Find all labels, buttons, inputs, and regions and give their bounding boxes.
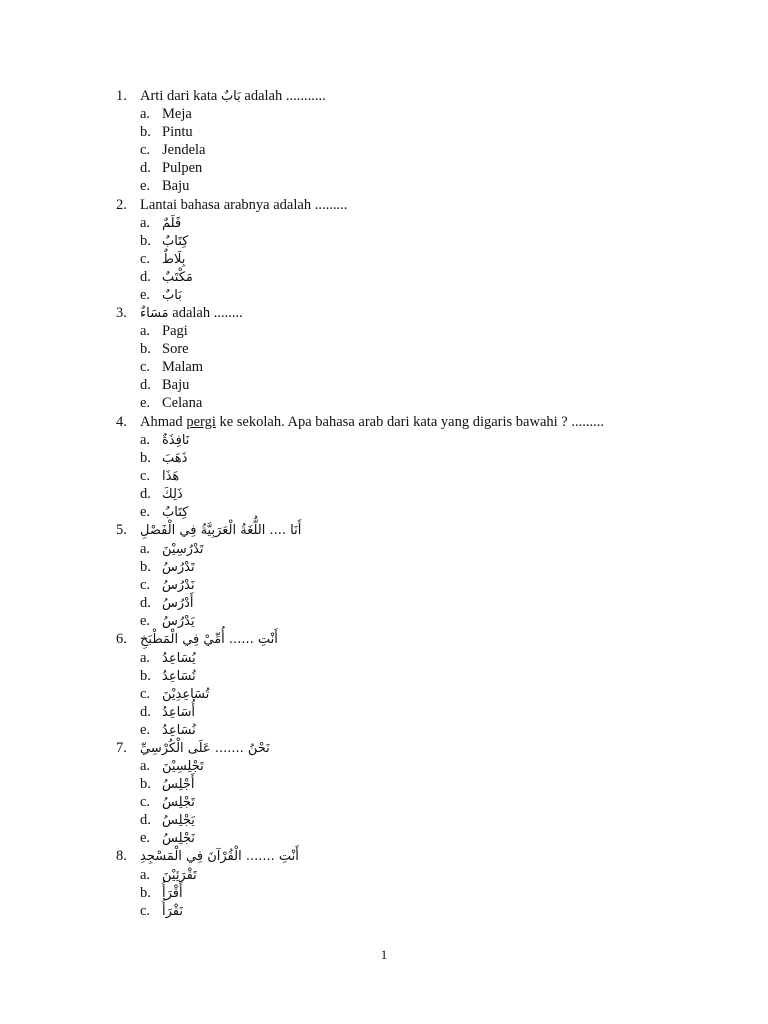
- option-letter: c.: [140, 251, 151, 267]
- option-text: يُسَاعِدُ: [162, 651, 196, 666]
- question-text: ke sekolah. Apa bahasa arab dari kata yang digaris bawahi ? .........: [215, 414, 604, 430]
- option-text: Baju: [162, 377, 190, 393]
- option-letter: a.: [140, 650, 151, 666]
- option-letter: d.: [140, 704, 151, 720]
- option-text: نُسَاعِدُ: [162, 723, 196, 738]
- option-7a: [140, 757, 204, 775]
- option-letter: e.: [140, 722, 151, 738]
- option-text: أُسَاعِدُ: [162, 705, 196, 720]
- option-text: كِتَابٌ: [162, 234, 189, 249]
- option-6c: [140, 685, 209, 703]
- option-letter: a.: [140, 432, 151, 448]
- option-text: تَجْلِسِيْنَ: [162, 759, 204, 774]
- arabic-word: مَسَاءٌ: [140, 306, 169, 321]
- option-text: أَجْلِسُ: [162, 777, 195, 792]
- option-3a: [140, 322, 188, 340]
- option-text: أَدْرُسُ: [162, 596, 194, 611]
- option-7c: [140, 793, 195, 811]
- option-text: ذَلِكَ: [162, 487, 183, 502]
- option-2e: [140, 286, 182, 304]
- option-letter: c.: [140, 359, 151, 375]
- option-letter: a.: [140, 867, 151, 883]
- option-text: تُسَاعِدِيْنَ: [162, 687, 210, 702]
- option-text: Pagi: [162, 323, 188, 339]
- option-text: نَافِذَةٌ: [162, 433, 190, 448]
- option-2c: [140, 250, 185, 268]
- option-letter: e.: [140, 830, 151, 846]
- option-text: يَجْلِسُ: [162, 813, 195, 828]
- option-3b: [140, 340, 189, 358]
- option-letter: c.: [140, 686, 151, 702]
- question-text: أَنْتِ ....... الْقُرْآنَ فِي الْمَسْجِدِ: [140, 849, 299, 864]
- question-number: 4.: [116, 414, 127, 430]
- option-5e: [140, 612, 195, 630]
- option-letter: a.: [140, 106, 151, 122]
- option-text: Baju: [162, 178, 190, 194]
- option-5a: [140, 540, 203, 558]
- option-6b: [140, 667, 196, 685]
- option-8a: [140, 866, 197, 884]
- underlined-word: pergi: [186, 414, 216, 430]
- option-letter: a.: [140, 758, 151, 774]
- option-1c: [140, 141, 205, 159]
- question-text: adalah ...........: [240, 88, 326, 104]
- question-8: [116, 847, 299, 865]
- option-4a: [140, 431, 189, 449]
- option-4c: [140, 467, 179, 485]
- option-letter: b.: [140, 559, 151, 575]
- option-5b: [140, 558, 195, 576]
- option-text: تُسَاعِدُ: [162, 669, 196, 684]
- option-text: بِلَاطٌ: [162, 252, 186, 267]
- page-number: 1: [380, 947, 388, 962]
- question-number: 7.: [116, 740, 127, 756]
- option-letter: c.: [140, 903, 151, 919]
- option-text: يَدْرُسُ: [162, 614, 195, 629]
- option-letter: d.: [140, 160, 151, 176]
- option-letter: b.: [140, 233, 151, 249]
- option-text: كِتَابٌ: [162, 505, 189, 520]
- option-text: Pintu: [162, 124, 193, 140]
- option-text: نَقْرَأُ: [162, 904, 183, 919]
- question-text: أَنَا .... اللُّغَةُ الْعَرَبِيَّةُ فِي الْفَصْلِ: [140, 523, 302, 538]
- option-6a: [140, 649, 196, 667]
- option-letter: b.: [140, 450, 151, 466]
- option-letter: d.: [140, 812, 151, 828]
- question-text: Arti dari kata: [140, 88, 221, 104]
- option-1d: [140, 159, 202, 177]
- question-2: [116, 196, 347, 214]
- option-letter: c.: [140, 577, 151, 593]
- question-text: أَنْتِ ...... أُمِّيْ فِي الْمَطْبَخِ: [140, 632, 278, 647]
- option-letter: a.: [140, 323, 151, 339]
- option-letter: b.: [140, 668, 151, 684]
- option-text: تَجْلِسُ: [162, 795, 195, 810]
- option-letter: a.: [140, 215, 151, 231]
- option-7e: [140, 829, 195, 847]
- option-letter: a.: [140, 541, 151, 557]
- question-number: 3.: [116, 305, 127, 321]
- option-letter: e.: [140, 504, 151, 520]
- option-letter: e.: [140, 395, 151, 411]
- option-3d: [140, 376, 189, 394]
- option-1a: [140, 105, 192, 123]
- option-text: بَابٌ: [162, 288, 182, 303]
- question-1: [116, 87, 326, 105]
- option-7d: [140, 811, 195, 829]
- option-2a: [140, 214, 181, 232]
- question-text: نَحْنُ ....... عَلَى الْكُرْسِيِّ: [140, 741, 270, 756]
- question-number: 8.: [116, 848, 127, 864]
- option-letter: e.: [140, 178, 151, 194]
- option-text: قَلَمٌ: [162, 216, 182, 231]
- option-3c: [140, 358, 203, 376]
- question-number: 6.: [116, 631, 127, 647]
- option-text: Meja: [162, 106, 192, 122]
- question-number: 5.: [116, 522, 127, 538]
- option-letter: c.: [140, 142, 151, 158]
- option-text: Sore: [162, 341, 189, 357]
- option-1b: [140, 123, 193, 141]
- option-letter: b.: [140, 124, 151, 140]
- option-5c: [140, 576, 195, 594]
- option-letter: d.: [140, 486, 151, 502]
- question-3: [116, 304, 243, 322]
- option-text: أَقْرَأُ: [162, 886, 183, 901]
- option-4b: [140, 449, 187, 467]
- question-text: Ahmad: [140, 414, 187, 430]
- question-4: [116, 413, 604, 431]
- option-4d: [140, 485, 183, 503]
- option-letter: c.: [140, 794, 151, 810]
- option-6d: [140, 703, 195, 721]
- option-text: مَكْتَبٌ: [162, 270, 193, 285]
- option-letter: d.: [140, 595, 151, 611]
- arabic-word: بَابٌ: [220, 89, 241, 104]
- option-text: Malam: [162, 359, 204, 375]
- option-3e: [140, 394, 202, 412]
- question-number: 2.: [116, 197, 127, 213]
- option-text: تَقْرَئِيْنَ: [162, 868, 197, 883]
- question-number: 1.: [116, 88, 127, 104]
- option-text: ذَهَبَ: [162, 451, 188, 466]
- option-8b: [140, 884, 183, 902]
- option-letter: b.: [140, 341, 151, 357]
- question-6: [116, 630, 278, 648]
- question-text: adalah ........: [168, 305, 243, 321]
- option-letter: d.: [140, 377, 151, 393]
- option-text: تَدْرُسِيْنَ: [162, 542, 204, 557]
- option-letter: d.: [140, 269, 151, 285]
- option-text: Celana: [162, 395, 203, 411]
- option-letter: b.: [140, 885, 151, 901]
- option-letter: b.: [140, 776, 151, 792]
- option-letter: e.: [140, 287, 151, 303]
- option-5d: [140, 594, 194, 612]
- option-4e: [140, 503, 188, 521]
- option-1e: [140, 177, 189, 195]
- question-text: Lantai bahasa arabnya adalah .........: [140, 197, 348, 213]
- option-8c: [140, 902, 183, 920]
- option-letter: c.: [140, 468, 151, 484]
- option-text: هَذَا: [162, 469, 180, 484]
- question-7: [116, 739, 270, 757]
- option-text: نَجْلِسُ: [162, 831, 195, 846]
- question-5: [116, 521, 301, 539]
- option-text: Pulpen: [162, 160, 203, 176]
- option-text: نَدْرُسُ: [162, 578, 195, 593]
- option-7b: [140, 775, 195, 793]
- option-6e: [140, 721, 196, 739]
- option-letter: e.: [140, 613, 151, 629]
- option-2b: [140, 232, 188, 250]
- option-text: تَدْرُسُ: [162, 560, 195, 575]
- option-2d: [140, 268, 193, 286]
- option-text: Jendela: [162, 142, 206, 158]
